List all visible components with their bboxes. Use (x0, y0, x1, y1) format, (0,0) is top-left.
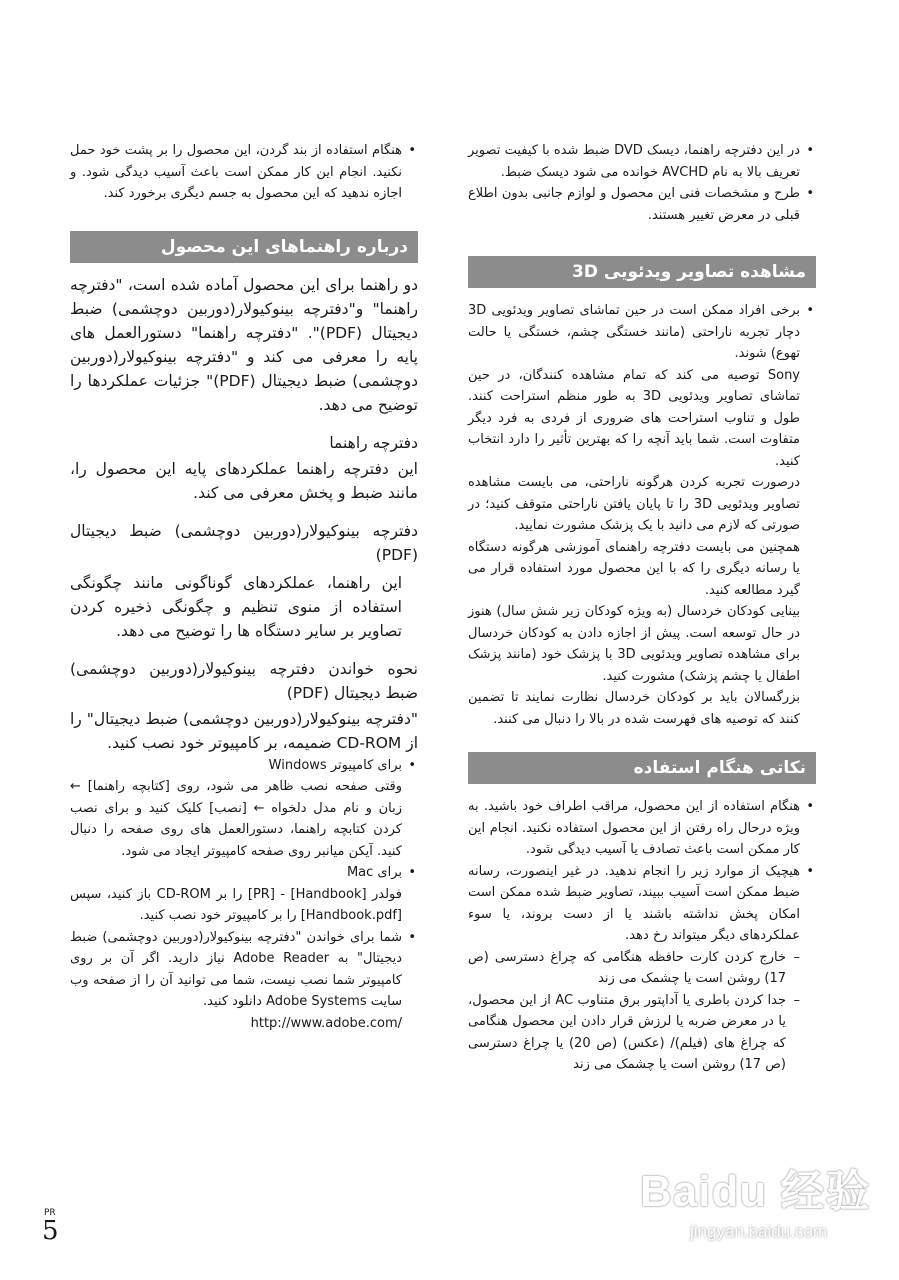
3d-warning-bullet: • برخی افراد ممکن است در حین تماشای تصاویر ویدئویی 3D دچار تجربه ناراحتی (مانند خستگی چشم، خستگی یا حالت تهوع) شوند. (468, 300, 816, 365)
howto-heading: نحوه خواندن دفترچه بینوکیولار(دوربین دوچشمی) ضبط دیجیتال (PDF) (70, 659, 418, 702)
adobe-reader-text: • شما برای خواندن "دفترچه بینوکیولار(دوربین دوچشمی) ضبط دیجیتال" به Adobe Reader نیاز دارید. اگر آن بر روی کامپیوتر شما نصب نیست، شما می توانید آن را از صفحه وب سایت Adobe Systems دانلود کنید. (70, 927, 418, 1013)
3d-paragraph-sony: Sony توصیه می کند که تمام مشاهده کنندگان، در حین تماشای تصاویر ویدئویی 3D به طور منظم استراحت کنند. طول و تناوب استراحت های ضروری از فردی به فرد دیگر متفاوت است. شما باید آنچه را که بهترین تأثیر را دارد انتخاب کنید. (468, 367, 800, 469)
3d-paragraph-children: بینایی کودکان خردسال (به ویژه کودکان زیر شش سال) هنوز در حال توسعه است. پیش از اجازه دادن به کودکان خردسال برای مشاهده تصاویر ویدئویی 3D با پزشک خود (مانند پزشک اطفال یا چشم پزشک) مشورت کنید. (468, 604, 800, 684)
pdf-heading: دفترچه بینوکیولار(دوربین دوچشمی) ضبط دیجیتال (PDF) (70, 521, 418, 564)
intro-bullet-specs: • طرح و مشخصات فنی این محصول و لوازم جانبی بدون اطلاع قبلی در معرض تغییر هستند. (468, 183, 816, 226)
section-usage-header: نکاتی هنگام استفاده (468, 752, 816, 784)
section-3d-header: مشاهده تصاویر ویدئویی 3D (468, 256, 816, 288)
3d-paragraph-manuals: همچنین می بایست دفترچه راهنمای آموزشی هرگونه دستگاه یا رسانه دیگری را که با این محصول مورد استفاده قرار می گیرد مطالعه کنید. (468, 539, 800, 598)
3d-paragraph-adults: بزرگسالان باید بر کودکان خردسال نظارت نمایند تا تضمین کنند که توصیه های فهرست شده در بالا را دنبال می کنند. (468, 690, 800, 727)
usage-bullet-surroundings: • هنگام استفاده از این محصول، مراقب اطراف خود باشید. به ویژه درحال راه رفتن از این محصول استفاده نکنید. انجام این کار ممکن است باعث تصادف یا آسیب دیدگی شود. (468, 796, 816, 861)
intro-bullet-dvd: • در این دفترچه راهنما، دیسک DVD ضبط شده با کیفیت تصویر تعریف بالا به نام AVCHD خوانده می شود دیسک ضبط. (468, 140, 816, 183)
3d-paragraph-discomfort: درصورت تجربه کردن هرگونه ناراحتی، می بایست مشاهده تصاویر ویدئویی 3D را تا پایان یافتن ناراحتی متوقف کنید؛ در صورتی که لازم می دانید با یک پزشک مشورت نمایید. (468, 475, 800, 533)
mac-label: • برای Mac (70, 862, 418, 884)
neck-strap-bullet: • هنگام استفاده از بند گردن، این محصول را بر پشت خود حمل نکنید. انجام این کار ممکن است باعث آسیب دیدگی شود. و اجازه ندهید که این محصول به جسم دیگری برخورد کند. (70, 140, 418, 205)
usage-dash-memory-card: – خارج کردن کارت حافظه هنگامی که چراغ دسترسی (ص 17) روشن است یا چشمک می زند (468, 947, 816, 990)
usage-dash-battery: – جدا کردن باطری یا آداپتور برق متناوب AC از این محصول، یا در معرض ضربه یا لرزش قرار دادن این محصول هنگامی که چراغ های (فیلم)/ (عکس) (ص 20) یا چراغ دسترسی (ص 17) روشن است یا چشمک می زند (468, 990, 816, 1076)
right-column (468, 140, 816, 1076)
manual-text: این دفترچه راهنما عملکردهای پایه این محصول را، مانند ضبط و پخش معرفی می کند. (70, 459, 418, 502)
baidu-watermark-site: jingyan.baidu.com (690, 1222, 828, 1241)
windows-label: • برای کامپیوتر Windows (70, 755, 418, 777)
page-number: 5 (42, 1216, 59, 1246)
windows-text: وقتی صفحه نصب ظاهر می شود، روی [کتابچه راهنما] ← زبان و نام مدل دلخواه ← [نصب] کلیک کنید و برای نصب کردن کتابچه راهنما، دستورالعمل های روی صفحه را دنبال کنید. آیکن میانبر روی صفحه کامپیوتر ایجاد می شود. (70, 779, 402, 859)
about-intro: دو راهنما برای این محصول آماده شده است، "دفترچه راهنما" و"دفترچه بینوکیولار(دوربین دوچشمی) ضبط دیجیتال (PDF)". "دفترچه راهنما" دستورالعمل های پایه را معرفی می کند و "دفترچه بینوکیولار(دوربین دوچشمی) ضبط دیجیتال (PDF)" جزئیات عملکردها را توضیح می دهد. (70, 275, 418, 414)
mac-text: فولدر [Handbook] - [PR] را بر CD-ROM باز کنید، سپس [Handbook.pdf] را بر کامپیوتر خود نصب کنید. (70, 886, 402, 923)
pdf-text: این راهنما، عملکردهای گوناگونی مانند چگونگی استفاده از منوی تنظیم و چگونگی ذخیره کردن تصاویر بر سایر دستگاه ها را توضیح می دهد. (70, 573, 402, 640)
left-column (70, 140, 418, 1034)
baidu-watermark-logo: Baidu 经验 (640, 1167, 871, 1216)
manual-heading: دفترچه راهنما (329, 433, 418, 452)
language-code: PR (44, 1208, 56, 1218)
adobe-url-link[interactable]: http://www.adobe.com/ (250, 1015, 402, 1031)
howto-text: "دفترچه بینوکیولار(دوربین دوچشمی) ضبط دیجیتال" را از CD-ROM ضمیمه، بر کامپیوتر خود نصب کنید. (70, 709, 418, 752)
section-about-header: درباره راهنماهای این محصول (70, 231, 418, 263)
usage-bullet-dont: • هیچیک از موارد زیر را انجام ندهید. در غیر اینصورت، رسانه ضبط ممکن است آسیب ببیند، تصاویر ضبط شده ممکن است امکان پخش نداشته باشند یا از دست بروند، یا سوء عملکردهای دیگر میتواند رخ دهد. (468, 861, 816, 947)
